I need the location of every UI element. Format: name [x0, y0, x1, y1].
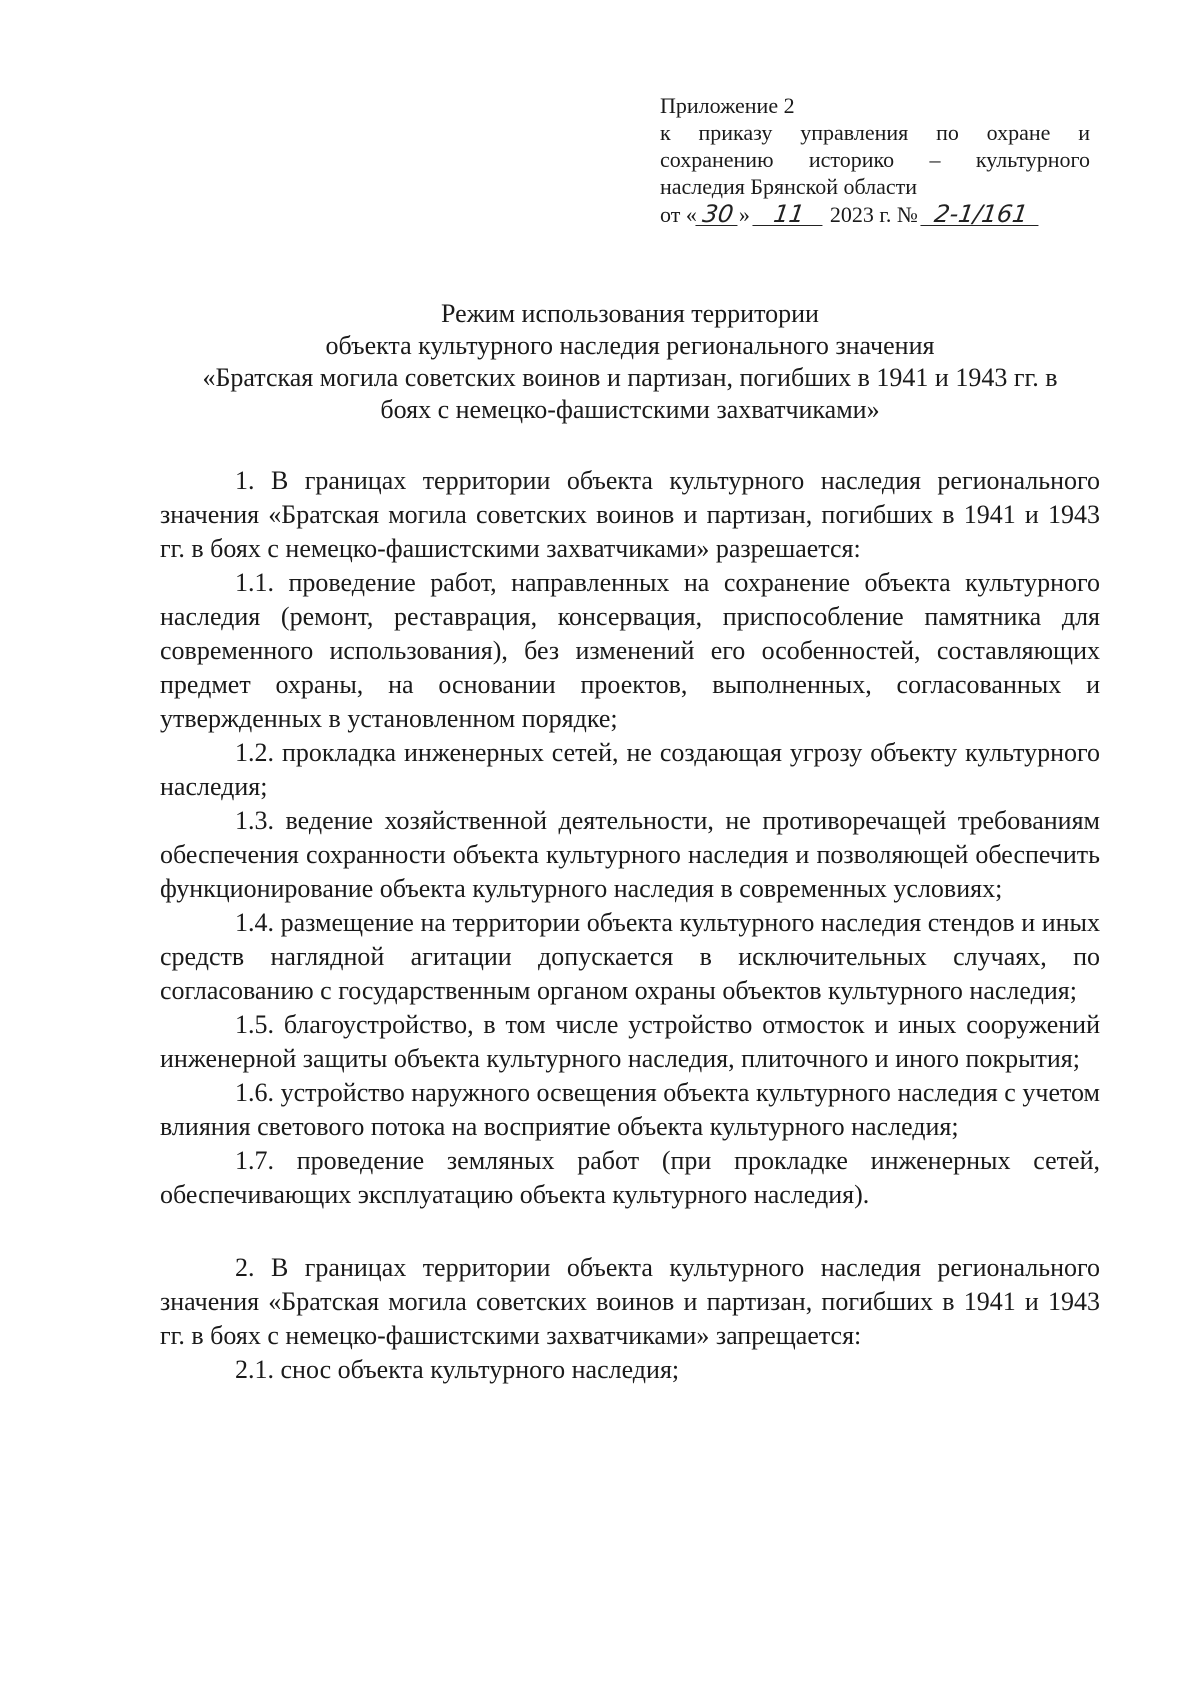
- document-title: [130, 298, 1130, 426]
- section-1-intro: 1. В границах территории объекта культурного наследия регионального значения «Братская могила советских воинов и партизан, погибших в 1941 и 1943 гг. в боях с немецко-фашистскими захватчиками» разрешается:: [160, 466, 1100, 563]
- section-1-item: 1.1. проведение работ, направленных на сохранение объекта культурного наследия (ремонт, реставрация, консервация, приспособление памятника для современного использования), без изменений его особенностей, составляющих предмет охраны, на основании проектов, выполненных, согласованных и утвержденных в установленном порядке;: [160, 568, 1100, 733]
- handwritten-order-number: 2-1/161: [920, 203, 1041, 226]
- appendix-order-line: к приказу управления по охране и: [660, 120, 1090, 145]
- document-body: [160, 464, 1100, 1387]
- order-year: 2023 г. №: [829, 202, 918, 227]
- appendix-order-line: сохранению историко – культурного: [660, 147, 1090, 172]
- date-prefix: от «: [660, 202, 697, 227]
- date-separator: »: [738, 202, 750, 227]
- section-1-item: 1.5. благоустройство, в том числе устройство отмосток и иных сооружений инженерной защиты объекта культурного наследия, плиточного и иного покрытия;: [160, 1010, 1100, 1073]
- order-date-line: [660, 201, 1090, 228]
- title-line: боях с немецко-фашистскими захватчиками»: [380, 395, 880, 424]
- handwritten-day: 30: [695, 203, 740, 226]
- appendix-reference: [660, 92, 1090, 228]
- title-line: Режим использования территории: [441, 299, 819, 328]
- section-1-item: 1.7. проведение земляных работ (при прокладке инженерных сетей, обеспечивающих эксплуатацию объекта культурного наследия).: [160, 1146, 1100, 1209]
- section-2-intro: 2. В границах территории объекта культурного наследия регионального значения «Братская могила советских воинов и партизан, погибших в 1941 и 1943 гг. в боях с немецко-фашистскими захватчиками» запрещается:: [160, 1253, 1100, 1350]
- section-2-item: 2.1. снос объекта культурного наследия;: [235, 1355, 680, 1384]
- handwritten-month: 11: [752, 203, 825, 226]
- appendix-title: Приложение 2: [660, 93, 795, 118]
- section-1-item: 1.6. устройство наружного освещения объекта культурного наследия с учетом влияния светового потока на восприятие объекта культурного наследия;: [160, 1078, 1100, 1141]
- section-1-item: 1.4. размещение на территории объекта культурного наследия стендов и иных средств наглядной агитации допускается в исключительных случаях, по согласованию с государственным органом охраны объектов культурного наследия;: [160, 908, 1100, 1005]
- section-1-item: 1.3. ведение хозяйственной деятельности, не противоречащей требованиям обеспечения сохранности объекта культурного наследия и позволяющей обеспечить функционирование объекта культурного наследия в современных условиях;: [160, 806, 1100, 903]
- title-line: «Братская могила советских воинов и партизан, погибших в 1941 и 1943 гг. в: [202, 363, 1058, 392]
- section-1-item: 1.2. прокладка инженерных сетей, не создающая угрозу объекту культурного наследия;: [160, 738, 1100, 801]
- title-line: объекта культурного наследия регионального значения: [325, 331, 935, 360]
- appendix-order-line: наследия Брянской области: [660, 174, 918, 199]
